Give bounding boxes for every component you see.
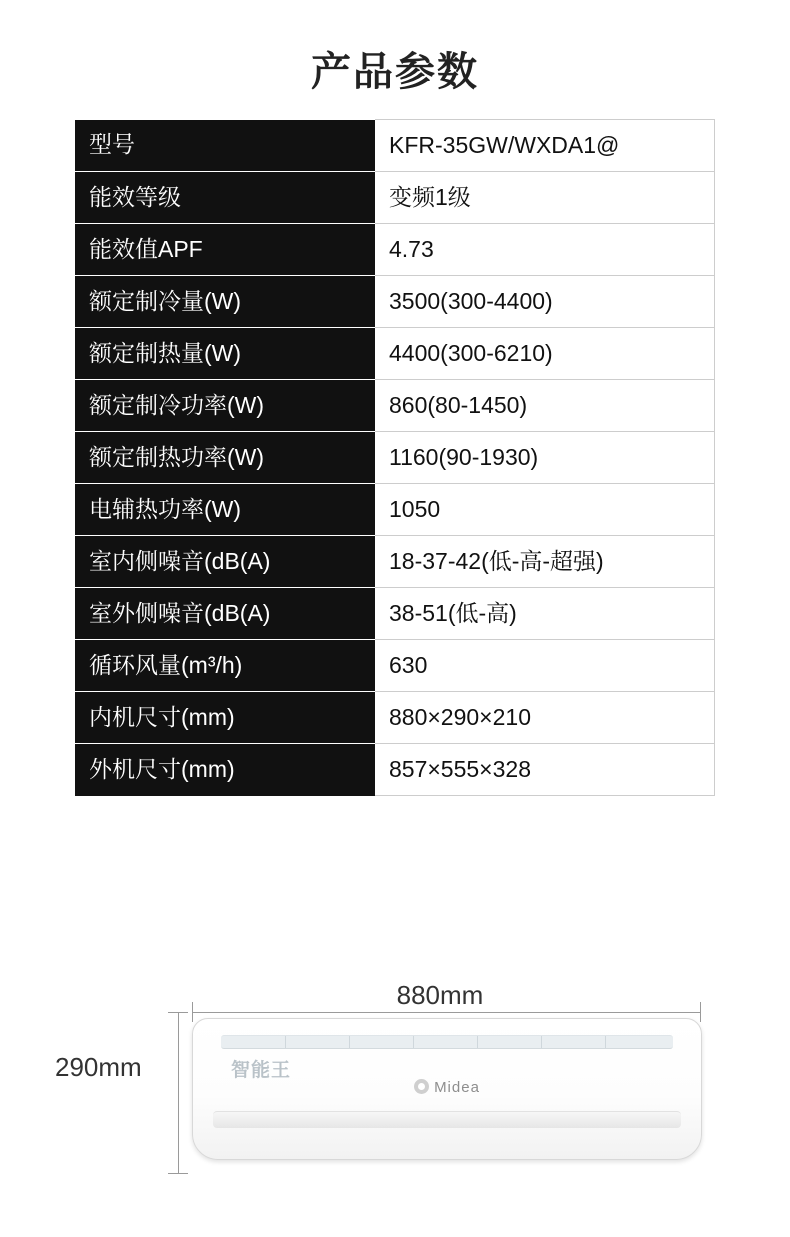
spec-value: 18-37-42(低-高-超强) (375, 536, 715, 588)
brand-label: Midea (434, 1079, 480, 1096)
page-title: 产品参数 (311, 50, 479, 94)
table-row (75, 588, 715, 640)
table-row (75, 692, 715, 744)
spec-label: 额定制热量(W) (75, 328, 375, 380)
spec-value: 860(80-1450) (375, 380, 715, 432)
spec-label: 额定制冷功率(W) (75, 380, 375, 432)
unit-script-text: 智能王 (231, 1060, 292, 1081)
width-dimension-line (192, 1012, 700, 1013)
spec-label: 型号 (75, 120, 375, 172)
table-row (75, 484, 715, 536)
spec-label: 外机尺寸(mm) (75, 744, 375, 796)
product-spec-table (75, 119, 715, 796)
air-louver (213, 1111, 681, 1128)
table-row (75, 172, 715, 224)
spec-label: 额定制冷量(W) (75, 276, 375, 328)
height-dimension-line (178, 1012, 179, 1174)
table-row (75, 432, 715, 484)
spec-value: 630 (375, 640, 715, 692)
spec-label: 额定制热功率(W) (75, 432, 375, 484)
spec-value: 1160(90-1930) (375, 432, 715, 484)
spec-value: 880×290×210 (375, 692, 715, 744)
spec-value: 4400(300-6210) (375, 328, 715, 380)
table-row (75, 744, 715, 796)
width-tick-right (700, 1002, 701, 1022)
spec-value: 1050 (375, 484, 715, 536)
spec-label: 能效值APF (75, 224, 375, 276)
spec-value: 857×555×328 (375, 744, 715, 796)
air-vent-grille (221, 1035, 673, 1049)
spec-value: KFR-35GW/WXDA1@ (375, 120, 715, 172)
spec-label: 室外侧噪音(dB(A) (75, 588, 375, 640)
spec-value: 4.73 (375, 224, 715, 276)
height-dimension-label: 290mm (55, 1052, 142, 1082)
table-row (75, 120, 715, 172)
table-row (75, 536, 715, 588)
spec-value: 变频1级 (375, 172, 715, 224)
width-tick-left (192, 1002, 193, 1022)
spec-value: 3500(300-4400) (375, 276, 715, 328)
spec-table-container (75, 119, 715, 796)
spec-table-body (75, 120, 715, 796)
width-dimension-label: 880mm (396, 980, 484, 1010)
spec-label: 能效等级 (75, 172, 375, 224)
brand-logo (193, 1079, 701, 1096)
midea-mark-icon (414, 1079, 429, 1094)
table-row (75, 276, 715, 328)
spec-label: 电辅热功率(W) (75, 484, 375, 536)
table-row (75, 380, 715, 432)
spec-label: 内机尺寸(mm) (75, 692, 375, 744)
table-row (75, 640, 715, 692)
table-row (75, 224, 715, 276)
table-row (75, 328, 715, 380)
spec-label: 循环风量(m³/h) (75, 640, 375, 692)
height-tick-bottom (168, 1173, 188, 1174)
spec-value: 38-51(低-高) (375, 588, 715, 640)
dimension-diagram (0, 940, 790, 1220)
indoor-unit-illustration (192, 1018, 702, 1160)
spec-label: 室内侧噪音(dB(A) (75, 536, 375, 588)
height-tick-top (168, 1012, 188, 1013)
